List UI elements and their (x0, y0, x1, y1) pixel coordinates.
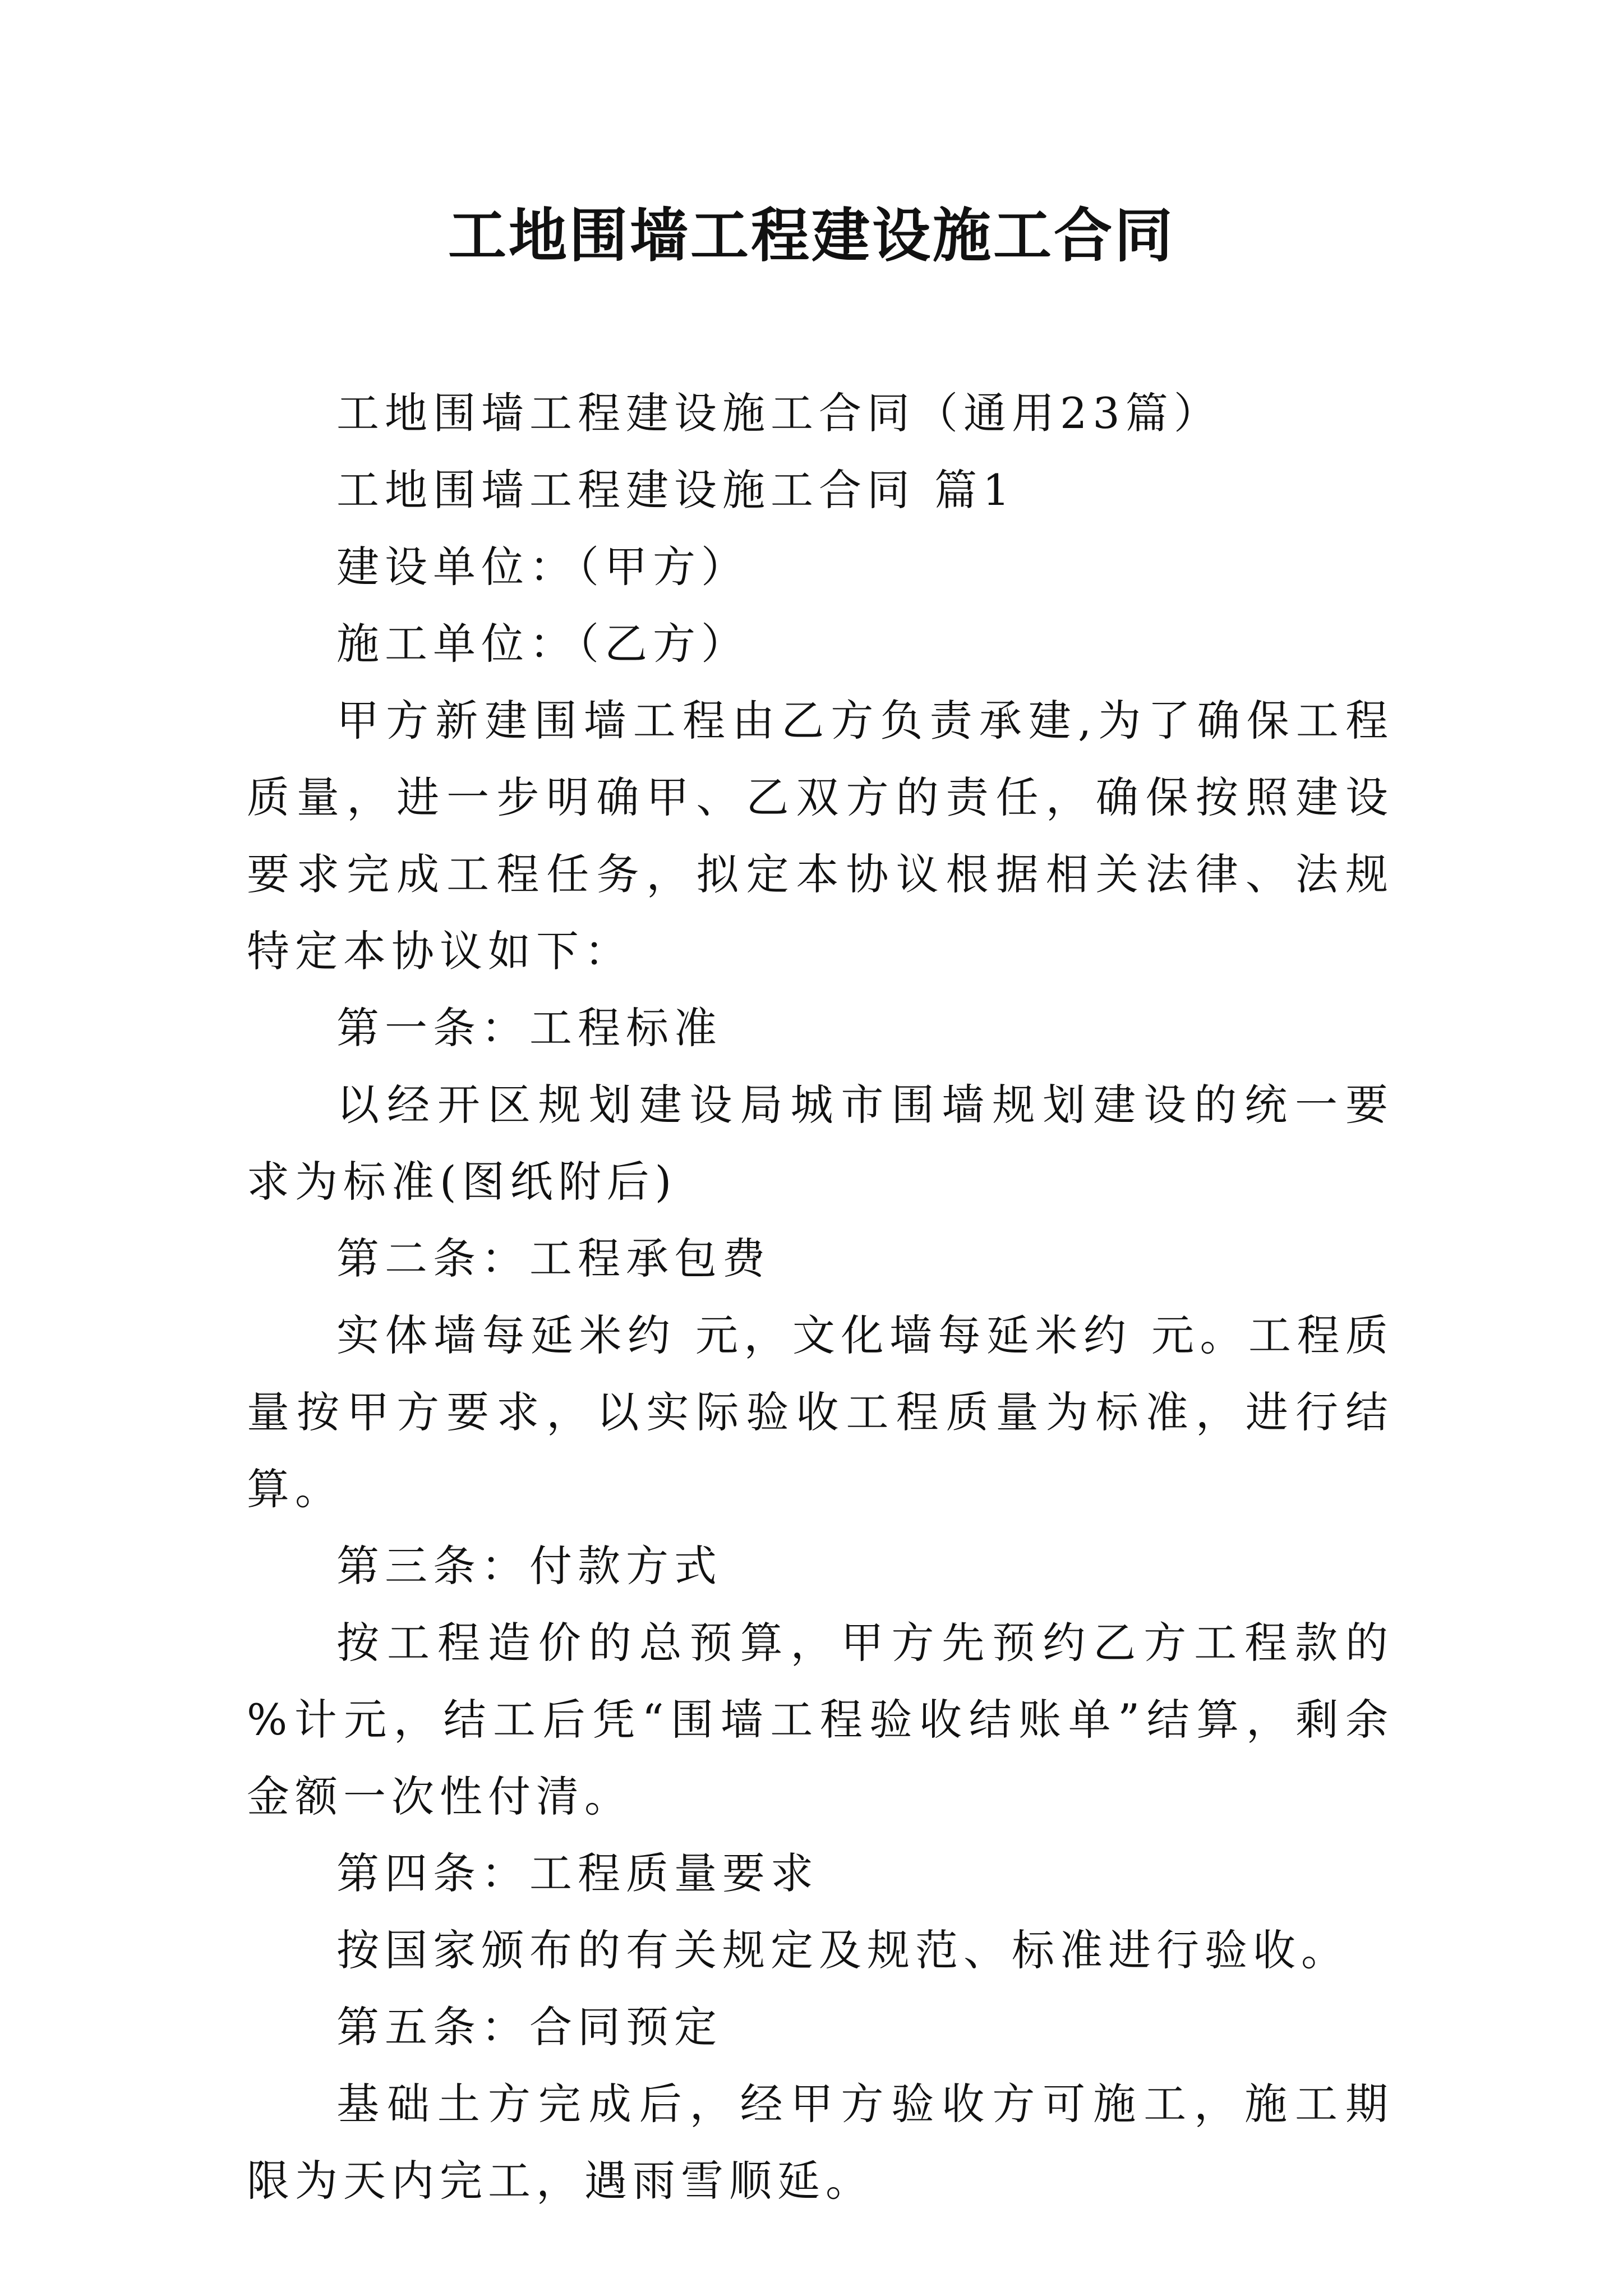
document-heading-collection: 工地围墙工程建设施工合同（通用23篇） (336, 388, 1222, 438)
party-a-line: 建设单位：（甲方） (336, 542, 749, 592)
article-2-text: 实体墙每延米约 元，文化墙每延米约 元。工程质量按甲方要求，以实际验收工程质量为标准，进行结算。 (247, 1310, 1394, 1514)
document-heading-part: 工地围墙工程建设施工合同 篇1 (336, 465, 1016, 515)
article-4-text: 按国家颁布的有关规定及规范、标准进行验收。 (336, 1925, 1349, 1975)
article-3-heading: 第三条：付款方式 (336, 1541, 722, 1591)
article-2-heading: 第二条：工程承包费 (336, 1234, 771, 1283)
article-5-text: 基础土方完成后，经甲方验收方可施工，施工期限为天内完工，遇雨雪顺延。 (247, 2079, 1394, 2206)
article-3-text: 按工程造价的总预算，甲方先预约乙方工程款的 %计元，结工后凭“围墙工程验收结账单”结算，剩余金额一次性付清。 (247, 1618, 1394, 1821)
preamble-paragraph: 甲方新建围墙工程由乙方负责承建,为了确保工程质量，进一步明确甲、乙双方的责任，确保按照建设要求完成工程任务，拟定本协议根据相关法律、法规特定本协议如下： (247, 696, 1394, 976)
party-b-line: 施工单位：（乙方） (336, 619, 749, 669)
article-1-text: 以经开区规划建设局城市围墙规划建设的统一要求为标准(图纸附后) (247, 1080, 1394, 1207)
article-5-heading: 第五条：合同预定 (336, 2002, 722, 2052)
document-title: 工地围墙工程建设施工合同 (448, 201, 1175, 270)
article-4-heading: 第四条：工程质量要求 (336, 1848, 819, 1898)
document-body (247, 375, 1394, 2219)
article-1-heading: 第一条：工程标准 (336, 1003, 722, 1053)
